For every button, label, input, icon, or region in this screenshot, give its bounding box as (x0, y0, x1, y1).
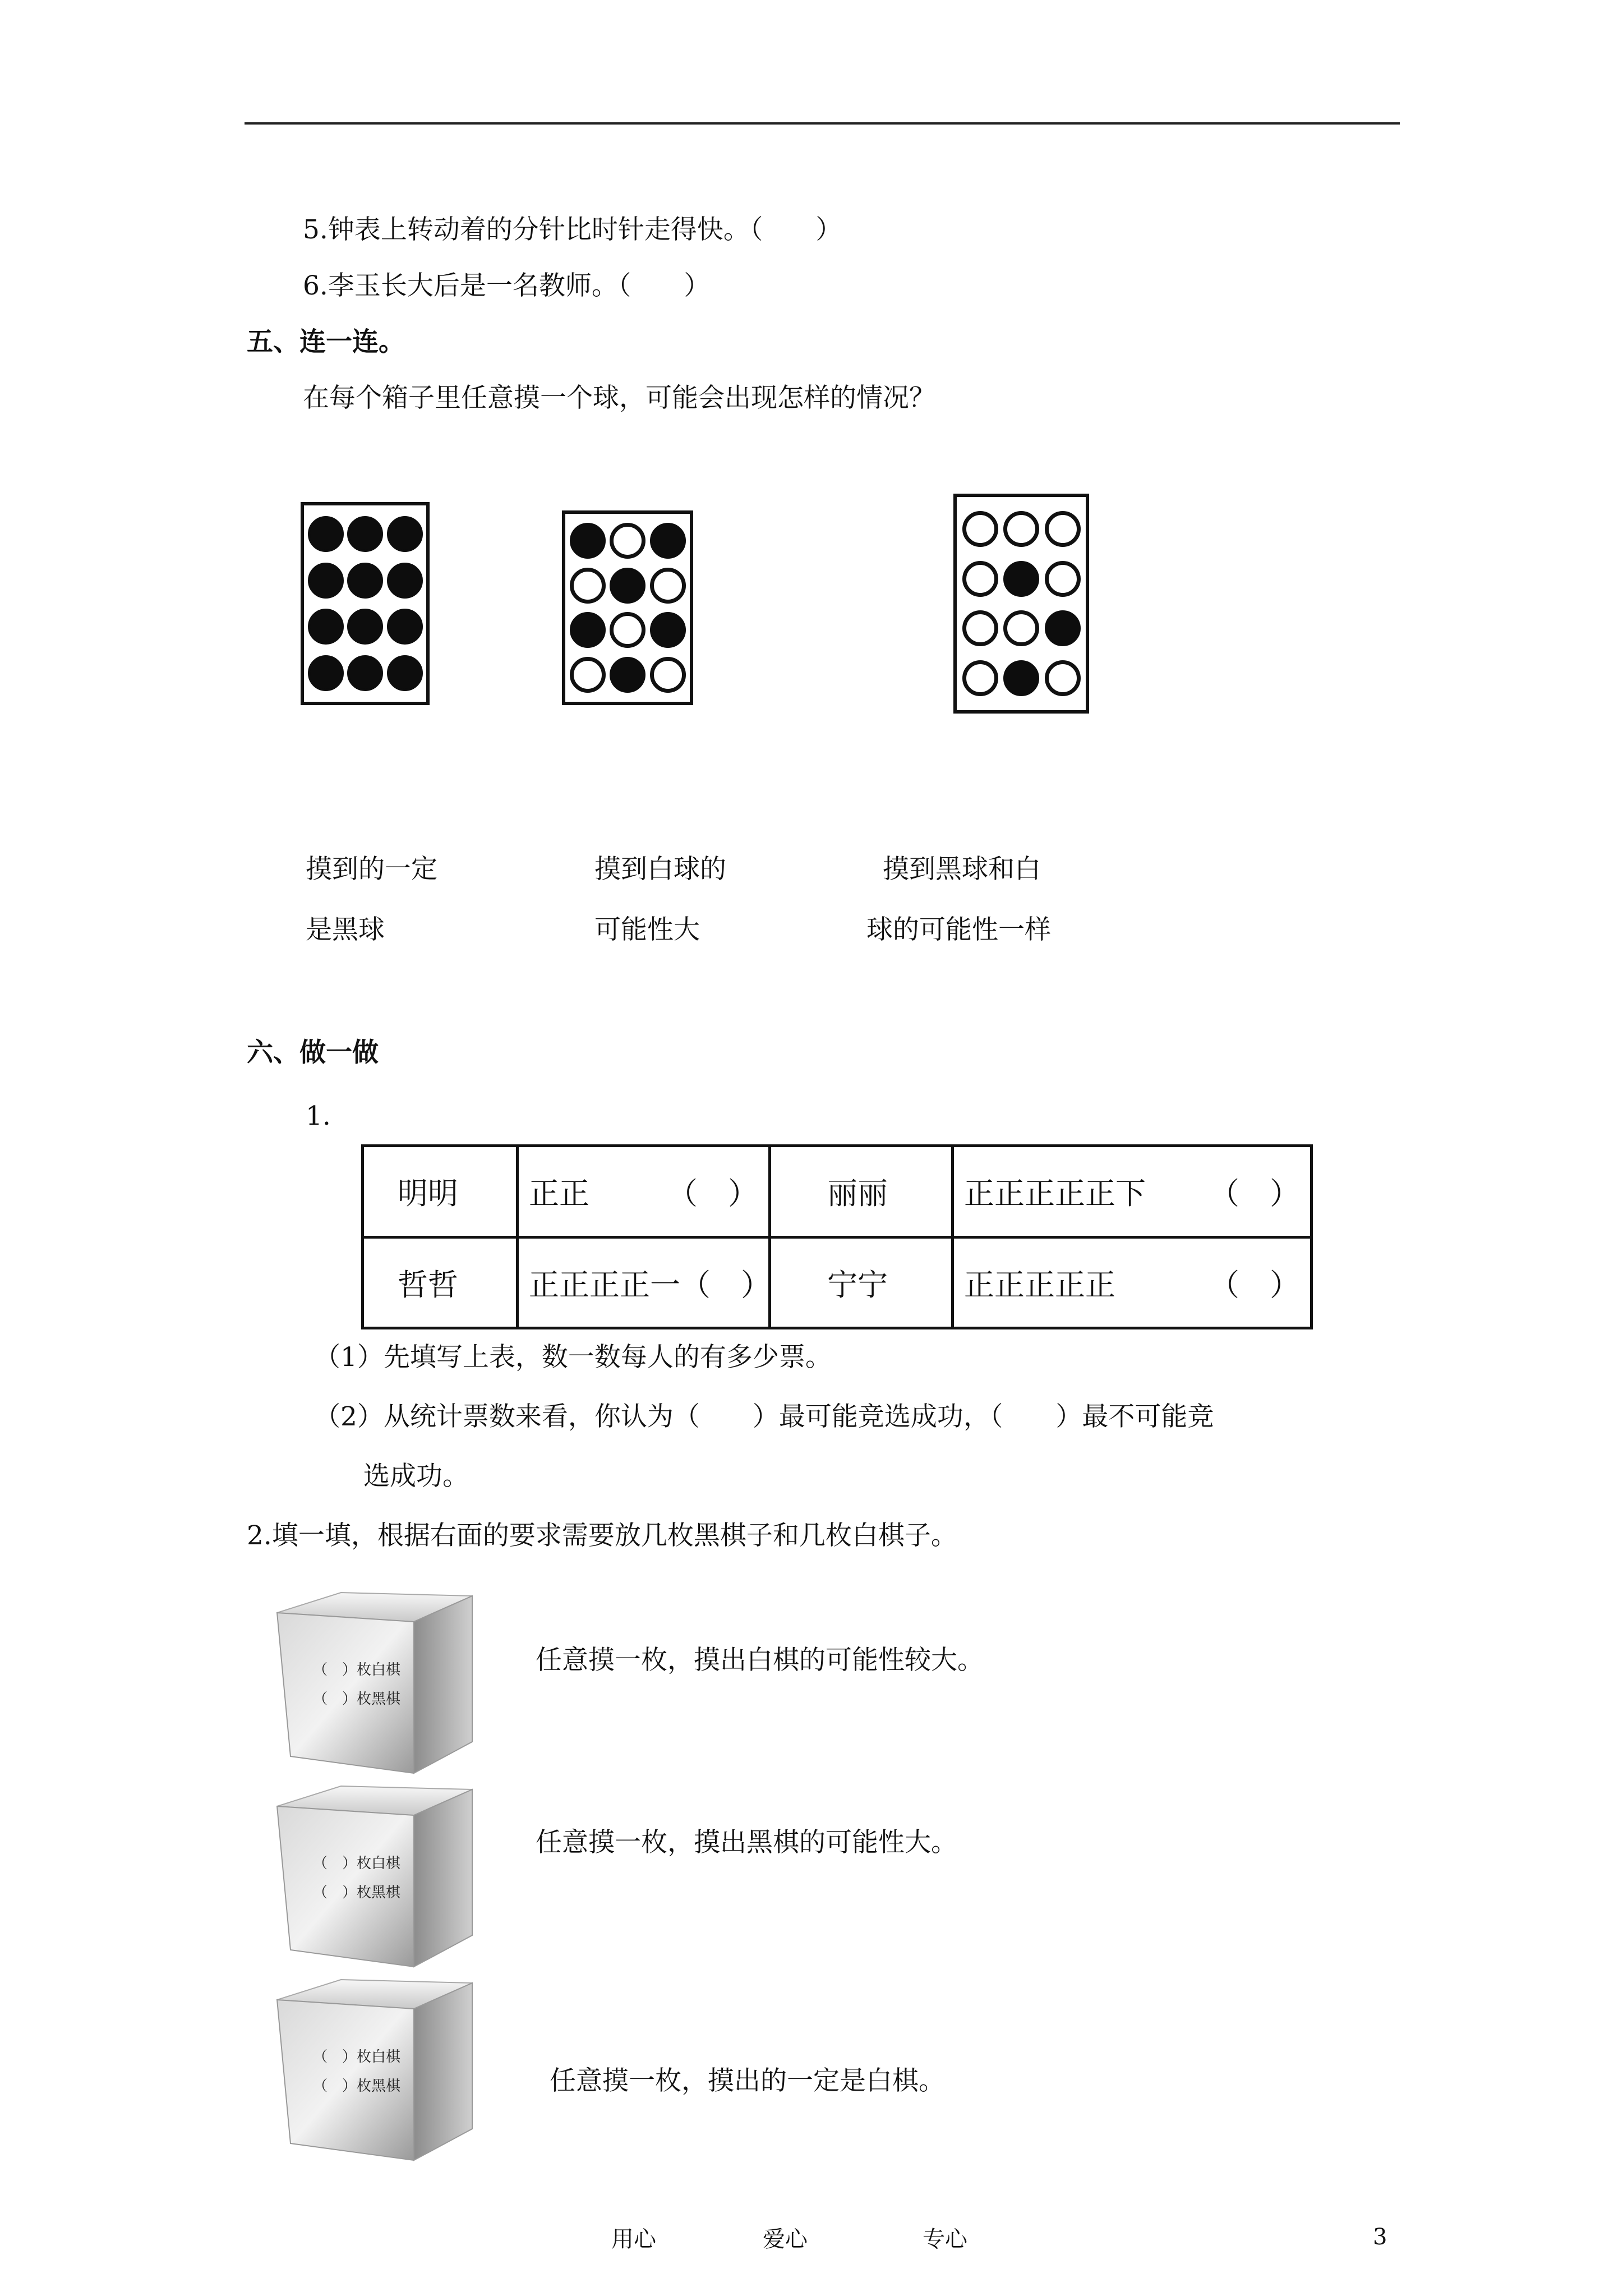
white-ball (962, 660, 998, 696)
glass-cube-2 (274, 1784, 476, 1969)
black-ball (308, 655, 344, 691)
vote-tally-table (361, 1144, 1313, 1329)
ball-box-2 (562, 510, 693, 705)
black-count-label[interactable]: （ ）枚黑棋 (313, 1691, 401, 1708)
white-ball (570, 568, 606, 604)
footer-word-3: 专心 (923, 2226, 967, 2252)
white-ball (962, 511, 998, 547)
item-5: 5.钟表上转动着的分针比时针走得快。（ ） (303, 214, 842, 245)
glass-cube-1 (274, 1590, 476, 1775)
black-ball (387, 609, 423, 645)
white-count-label[interactable]: （ ）枚白棋 (313, 1662, 401, 1678)
option-1-line-2: 是黑球 (306, 914, 385, 945)
table-row (363, 1237, 1312, 1328)
section-6-heading: 六、做一做 (247, 1037, 379, 1068)
white-count-label[interactable]: （ ）枚白棋 (313, 2049, 401, 2065)
white-ball (1045, 511, 1081, 547)
name-cell: 明明 (363, 1146, 518, 1237)
sub-question-2-line-1: （2）从统计票数来看，你认为（ ）最可能竞选成功，（ ）最不可能竞 (314, 1401, 1214, 1432)
table-row (363, 1146, 1312, 1237)
tally-cell (518, 1146, 770, 1237)
white-ball (650, 568, 686, 604)
tally-marks: 正正正正一 (529, 1267, 680, 1303)
glass-cube-3 (274, 1977, 476, 2162)
black-ball (1003, 561, 1039, 597)
option-2-line-2: 可能性大 (594, 914, 700, 945)
cube-icon (274, 1590, 476, 1775)
black-ball (347, 655, 383, 691)
name-cell: 宁宁 (770, 1237, 953, 1328)
black-ball (1045, 610, 1081, 646)
cube-icon (274, 1784, 476, 1969)
question-1-label: 1. (306, 1101, 331, 1131)
tally-cell (953, 1146, 1312, 1237)
ball-box-1 (301, 502, 430, 705)
black-count-label[interactable]: （ ）枚黑棋 (313, 2078, 401, 2095)
white-ball (650, 657, 686, 693)
name-cell: 丽丽 (770, 1146, 953, 1237)
black-ball (570, 523, 606, 559)
white-ball (610, 523, 645, 559)
section-5-heading: 五、连一连。 (247, 326, 405, 357)
vote-count-blank[interactable]: （ ） (1209, 1176, 1300, 1212)
section-5-instruction: 在每个箱子里任意摸一个球，可能会出现怎样的情况？ (303, 383, 935, 413)
question-2: 2.填一填，根据右面的要求需要放几枚黑棋子和几枚白棋子。 (247, 1520, 957, 1551)
black-ball (347, 516, 383, 552)
tally-marks: 正正 (529, 1176, 589, 1212)
white-ball (962, 561, 998, 597)
black-ball (650, 523, 686, 559)
black-ball (387, 655, 423, 691)
black-ball (610, 657, 645, 693)
white-ball (962, 610, 998, 646)
vote-count-blank[interactable]: （ ） (667, 1176, 758, 1212)
footer-word-1: 用心 (611, 2226, 656, 2252)
black-ball (347, 609, 383, 645)
page-number: 3 (1373, 2224, 1387, 2250)
white-ball (1003, 610, 1039, 646)
option-3-line-1: 摸到黑球和白 (883, 854, 1041, 885)
header-rule (245, 122, 1400, 125)
cube-3-requirement: 任意摸一枚，摸出的一定是白棋。 (550, 2065, 945, 2096)
ball-box-3 (953, 494, 1089, 714)
cube-icon (274, 1977, 476, 2162)
black-ball (1003, 660, 1039, 696)
white-ball (570, 657, 606, 693)
black-ball (650, 612, 686, 648)
black-ball (387, 563, 423, 599)
item-6: 6.李玉长大后是一名教师。（ ） (303, 270, 711, 301)
black-ball (387, 516, 423, 552)
black-ball (308, 609, 344, 645)
white-ball (1045, 561, 1081, 597)
sub-question-2-line-2: 选成功。 (363, 1461, 469, 1492)
white-ball (1045, 660, 1081, 696)
black-ball (308, 516, 344, 552)
tally-marks: 正正正正正下 (964, 1176, 1146, 1212)
vote-count-blank[interactable]: （ ） (1209, 1267, 1300, 1303)
cube-2-requirement: 任意摸一枚，摸出黑棋的可能性大。 (536, 1827, 957, 1858)
option-1-line-1: 摸到的一定 (306, 854, 437, 885)
tally-marks: 正正正正正 (964, 1267, 1115, 1303)
sub-question-1: （1）先填写上表，数一数每人的有多少票。 (314, 1342, 832, 1373)
black-ball (610, 568, 645, 604)
black-count-label[interactable]: （ ）枚黑棋 (313, 1884, 401, 1901)
tally-cell (518, 1237, 770, 1328)
name-cell: 哲哲 (363, 1237, 518, 1328)
black-ball (308, 563, 344, 599)
tally-cell (953, 1237, 1312, 1328)
option-3-line-2: 球的可能性一样 (866, 914, 1051, 945)
option-2-line-1: 摸到白球的 (594, 854, 726, 885)
white-ball (1003, 511, 1039, 547)
black-ball (570, 612, 606, 648)
black-ball (347, 563, 383, 599)
footer-word-2: 爱心 (763, 2226, 808, 2252)
cube-1-requirement: 任意摸一枚，摸出白棋的可能性较大。 (536, 1645, 984, 1676)
white-count-label[interactable]: （ ）枚白棋 (313, 1855, 401, 1872)
vote-count-blank[interactable]: （ ） (680, 1267, 771, 1303)
white-ball (610, 612, 645, 648)
